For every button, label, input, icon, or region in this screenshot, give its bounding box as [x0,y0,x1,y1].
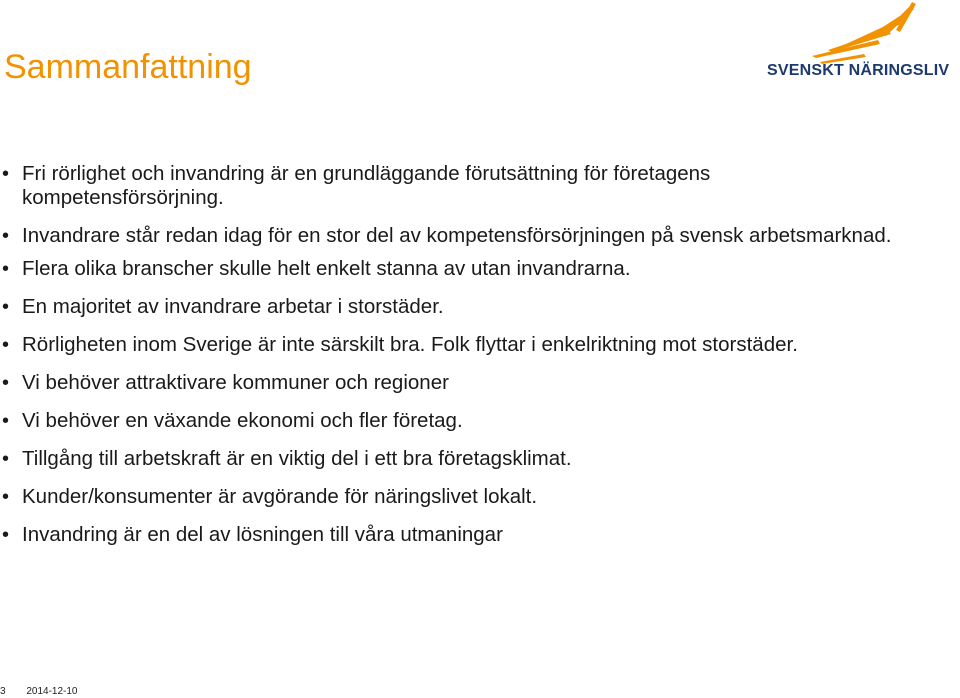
page-number: 3 [0,686,6,697]
bullet-item: • Vi behöver en växande ekonomi och fler företag. [0,409,900,433]
slide-footer [0,686,78,697]
bullet-item: • Fri rörlighet och invandring är en grundläggande förutsättning för företagens kompetensförsörjning. [0,162,900,210]
bullet-item: • En majoritet av invandrare arbetar i storstäder. [0,295,900,319]
bullet-list [0,162,900,547]
logo-wing-icon [812,2,916,64]
bullet-item: • Vi behöver attraktivare kommuner och regioner [0,371,900,395]
bullet-item: • Rörligheten inom Sverige är inte särskilt bra. Folk flyttar i enkelriktning mot storstäder. [0,333,900,357]
slide-title: Sammanfattning [4,48,252,86]
bullet-item: • Invandring är en del av lösningen till våra utmaningar [0,523,900,547]
logo-text: SVENSKT NÄRINGSLIV [767,62,950,79]
bullet-item: • Tillgång till arbetskraft är en viktig del i ett bra företagsklimat. [0,447,900,471]
bullet-item: • Flera olika branscher skulle helt enkelt stanna av utan invandrarna. [0,257,900,281]
bullet-item: • Invandrare står redan idag för en stor del av kompetensförsörjningen på svensk arbetsmarknad. [0,224,900,248]
slide-date: 2014-12-10 [26,686,78,697]
bullet-item: • Kunder/konsumenter är avgörande för näringslivet lokalt. [0,485,900,509]
